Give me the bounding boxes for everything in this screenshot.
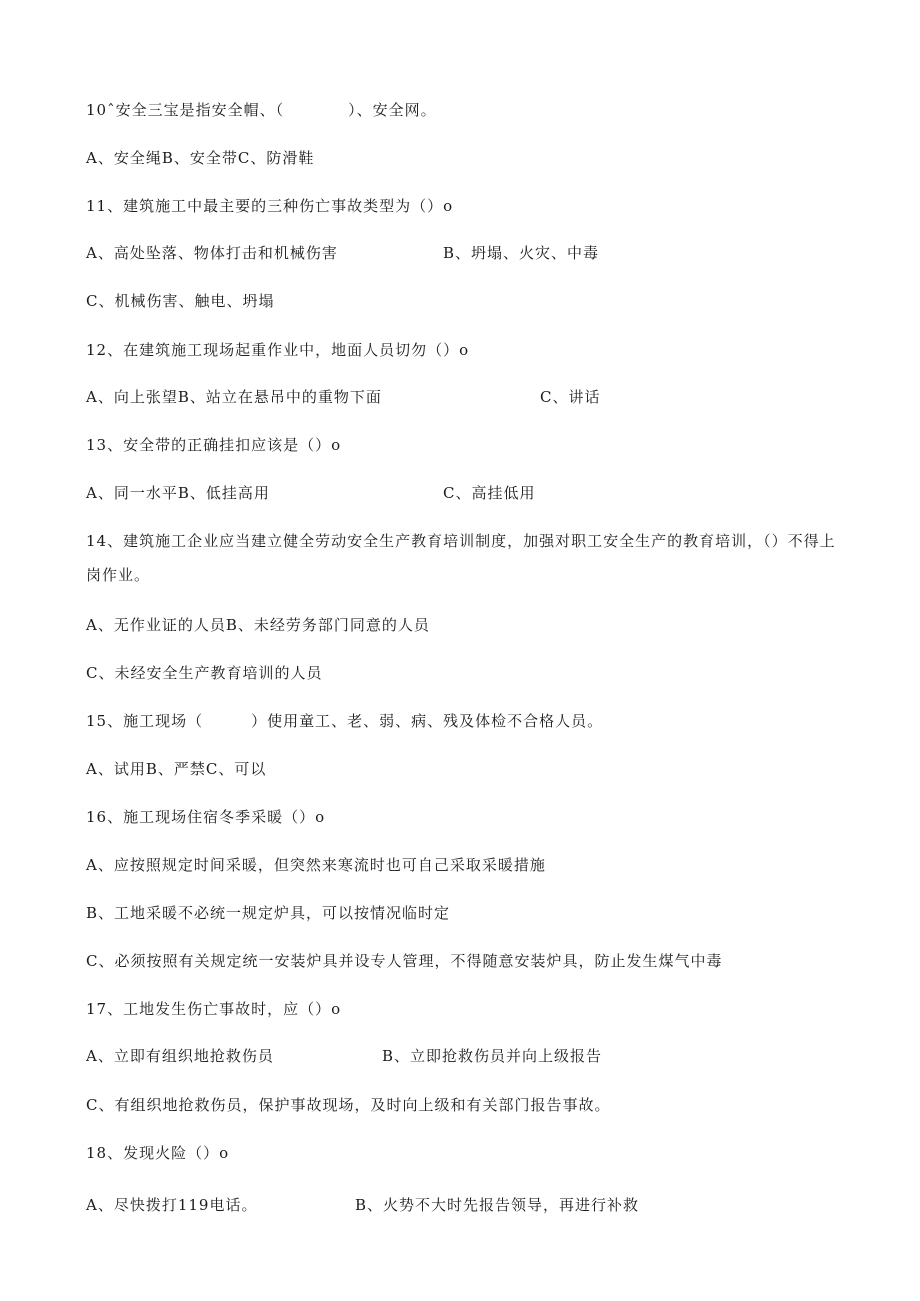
option-11-a: A、高处坠落、物体打击和机械伤害 xyxy=(86,244,338,262)
option-11-b: B、坍塌、火灾、中毒 xyxy=(443,244,600,262)
question-14: 14、建筑施工企业应当建立健全劳动安全生产教育培训制度，加强对职工安全生产的教育培训，（）不得上岗作业。 xyxy=(86,532,836,584)
option-17-a: A、立即有组织地抢救伤员 xyxy=(86,1047,274,1065)
options-10: A、安全绳B、安全带C、防滑鞋 xyxy=(86,149,315,167)
option-18-a: A、尽快拨打119电话。 xyxy=(86,1196,258,1214)
option-13-c: C、高挂低用 xyxy=(443,484,536,502)
option-17-c: C、有组织地抢救伤员，保护事故现场，及时向上级和有关部门报告事故。 xyxy=(86,1096,611,1114)
option-17-b: B、立即抢救伤员并向上级报告 xyxy=(382,1047,603,1065)
option-12-c: C、讲话 xyxy=(540,388,601,406)
question-13: 13、安全带的正确挂扣应该是（）o xyxy=(86,436,342,454)
option-11-c: C、机械伤害、触电、坍塌 xyxy=(86,292,275,310)
option-14-ab: A、无作业证的人员B、未经劳务部门同意的人员 xyxy=(86,616,430,634)
question-17: 17、工地发生伤亡事故时，应（）o xyxy=(86,1000,342,1018)
question-12: 12、在建筑施工现场起重作业中，地面人员切勿（）o xyxy=(86,341,470,359)
question-18: 18、发现火险（）o xyxy=(86,1144,230,1162)
question-15: 15、施工现场（ ）使用童工、老、弱、病、残及体检不合格人员。 xyxy=(86,712,604,730)
option-16-c: C、必须按照有关规定统一安装炉具并设专人管理，不得随意安装炉具，防止发生煤气中毒 xyxy=(86,952,723,970)
question-11: 11、建筑施工中最主要的三种伤亡事故类型为（）o xyxy=(86,197,454,215)
options-15: A、试用B、严禁C、可以 xyxy=(86,760,267,778)
option-16-b: B、工地采暖不必统一规定炉具，可以按情况临时定 xyxy=(86,904,451,922)
option-16-a: A、应按照规定时间采暖，但突然来寒流时也可自己采取采暖措施 xyxy=(86,856,546,874)
option-13-ab: A、同一水平B、低挂高用 xyxy=(86,484,270,502)
option-18-b: B、火势不大时先报告领导，再进行补救 xyxy=(355,1196,640,1214)
question-16: 16、施工现场住宿冬季采暖（）o xyxy=(86,808,326,826)
option-14-c: C、未经安全生产教育培训的人员 xyxy=(86,664,323,682)
question-10: 10ˆ安全三宝是指安全帽、（ ）、安全网。 xyxy=(86,101,437,119)
option-12-ab: A、向上张望B、站立在悬吊中的重物下面 xyxy=(86,388,382,406)
